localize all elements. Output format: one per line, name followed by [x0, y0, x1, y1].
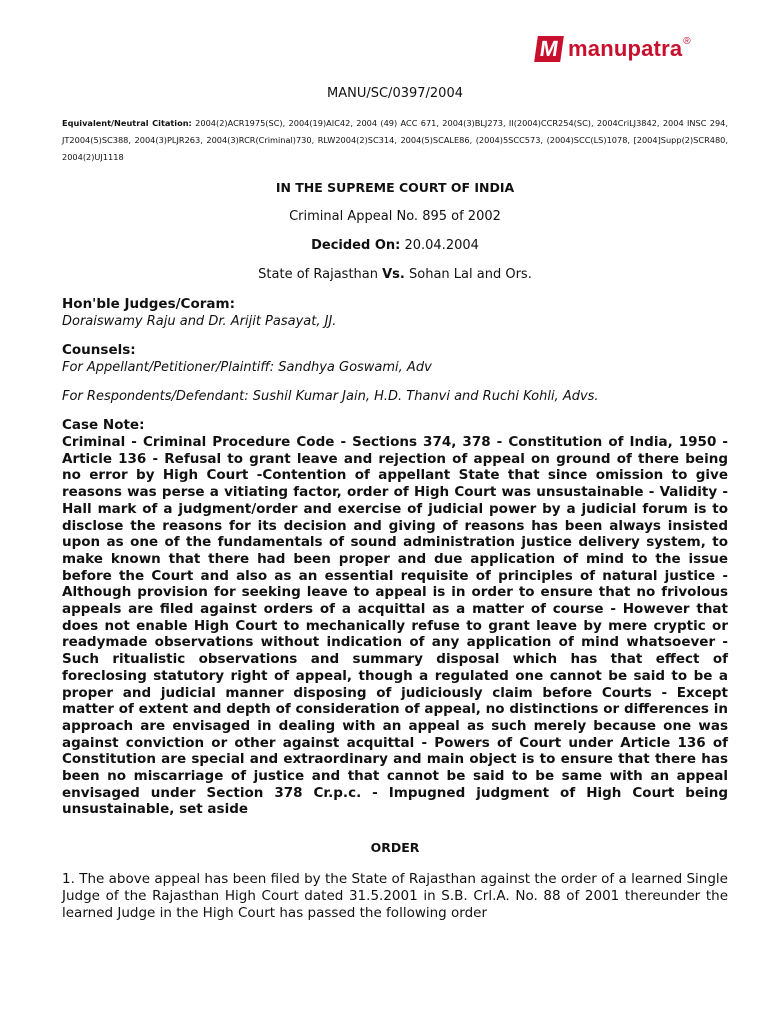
order-heading: ORDER	[370, 840, 420, 856]
manupatra-logo	[536, 36, 691, 62]
case-note-heading: Case Note:	[62, 417, 145, 433]
registered-mark: ®	[683, 36, 691, 47]
case-note-text: Criminal - Criminal Procedure Code - Sections 374, 378 - Constitution of India, 1950 - Article 136 - Refusal to grant leave and rejection of appeal on ground of there being no error by High Court -Contention of appellant State that since omission to give reasons was perse a vitiating factor, order of High Court was unsustainable - Validity - Hall mark of a judgment/order and exercise of judicial power by a judicial forum is to disclose the reasons for its decision and giving of reasons has been always insisted upon as one of the fundamentals of sound administration justice delivery system, to make known that there had been proper and due application of mind to the issue before the Court and also as an essential requisite of principles of natural justice - Although provision for seeking leave to appeal is in order to ensure that no frivolous appeals are filed against orders of a acquittal as a matter of course - However that does not enable High Court to mechanically refuse to grant leave by mere cryptic or readymade observations without indication of any application of mind whatsoever - Such ritualistic observations and summary disposal which has that effect of foreclosing statutory right of appeal, though a regulated one cannot be said to be a proper and judicial manner disposing of judiciously claim before Courts - Except matter of extent and depth of consideration of appeal, no distinctions or differences in approach are envisaged in dealing with an appeal as such merely because one was against conviction or other against acquittal - Powers of Court under Article 136 of Constitution are special and extraordinary and main object is to ensure that there has been no miscarriage of justice and that cannot be said to be same with an appeal envisaged under Section 378 Cr.p.c. - Impugned judgment of High Court being unsustainable, set aside	[62, 434, 728, 818]
counsels-heading: Counsels:	[62, 342, 136, 358]
party-respondent: Sohan Lal and Ors.	[409, 267, 532, 282]
party-appellant: State of Rajasthan	[258, 267, 378, 282]
judges-heading: Hon'ble Judges/Coram:	[62, 296, 235, 312]
judges-list: Doraiswamy Raju and Dr. Arijit Pasayat, JJ.	[62, 314, 337, 329]
case-parties	[62, 267, 728, 282]
counsel-appellant: For Appellant/Petitioner/Plaintiff: Sandhya Goswami, Adv	[62, 360, 432, 375]
document-body	[62, 86, 728, 922]
vs-label: Vs.	[382, 267, 405, 282]
citation-label: Equivalent/Neutral Citation:	[62, 118, 192, 128]
court-name: IN THE SUPREME COURT OF INDIA	[275, 180, 515, 195]
decided-date: 20.04.2004	[404, 238, 479, 253]
counsel-respondent: For Respondents/Defendant: Sushil Kumar Jain, H.D. Thanvi and Ruchi Kohli, Advs.	[62, 389, 599, 404]
manupatra-logo-icon: M	[534, 36, 564, 62]
decided-on	[62, 238, 728, 253]
equivalent-citation	[62, 115, 728, 166]
appeal-number: Criminal Appeal No. 895 of 2002	[289, 209, 501, 224]
decided-label: Decided On:	[311, 238, 401, 253]
manu-id: MANU/SC/0397/2004	[327, 86, 463, 101]
brand-name: manupatra	[568, 36, 683, 61]
order-paragraph-1: 1. The above appeal has been filed by the State of Rajasthan against the order of a learned Single Judge of the Rajasthan High Court dated 31.5.2001 in S.B. Crl.A. No. 88 of 2001 thereunder the learned Judge in the High Court has passed the following order	[62, 871, 728, 921]
citation-text: 2004(2)ACR1975(SC), 2004(19)AIC42, 2004 (49) ACC 671, 2004(3)BLJ273, II(2004)CCR254(SC), 2004CriLJ3842, 2004 INSC 294, JT2004(5)SC388, 2004(3)PLJR263, 2004(3)RCR(Criminal)730, RLW2004(2)SC314, 2004(5)SCALE86, (2004)5SCC573, (2004)SCC(LS)1078, [2004]Supp(2)SCR480, 2004(2)UJ1118	[62, 118, 728, 162]
